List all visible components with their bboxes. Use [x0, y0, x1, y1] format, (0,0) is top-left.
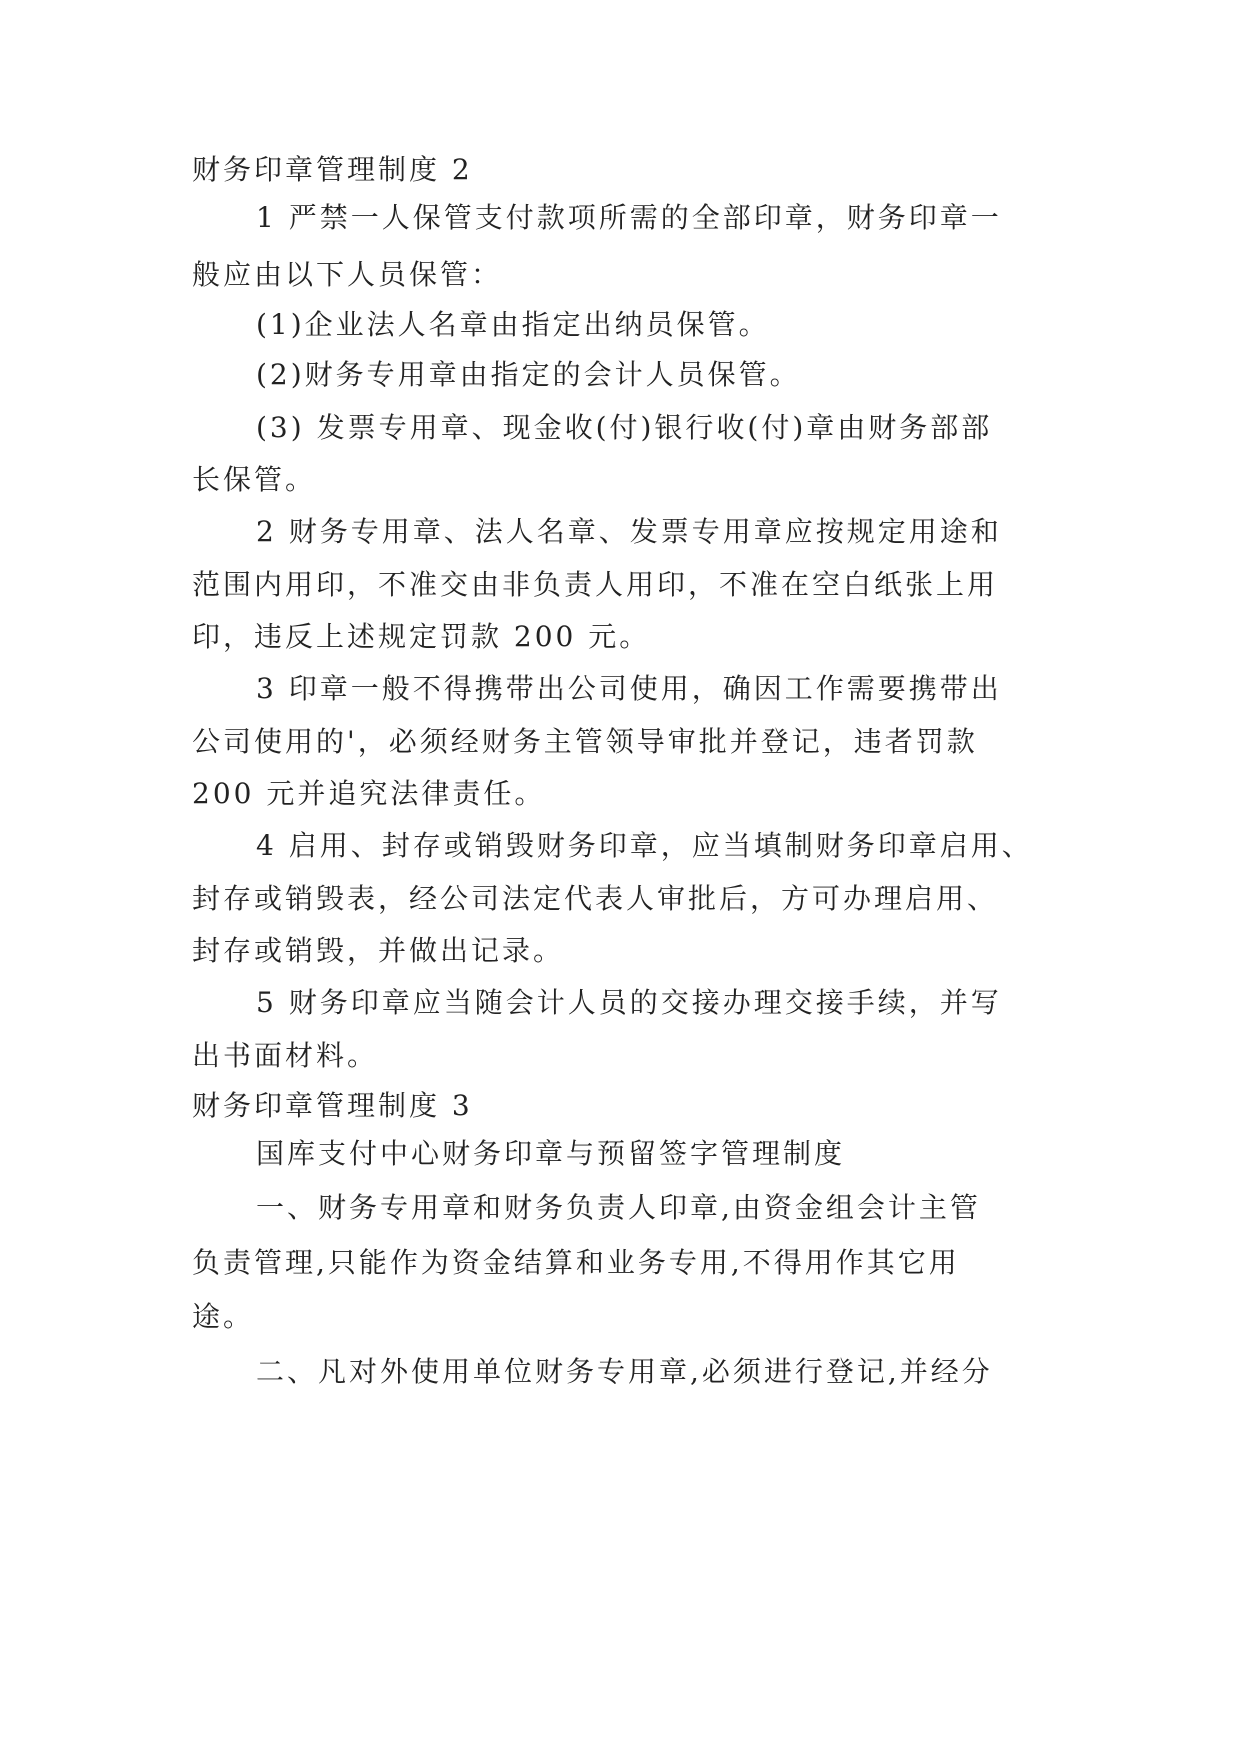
document-subtitle: 国库支付中心财务印章与预留签字管理制度 [256, 1137, 846, 1170]
paragraph-line: 二、凡对外使用单位财务专用章,必须进行登记,并经分 [256, 1355, 993, 1388]
paragraph-line: 印，违反上述规定罚款 200 元。 [192, 620, 651, 653]
list-item-1: (1)企业法人名章由指定出纳员保管。 [256, 308, 770, 341]
list-item-3: (3) 发票专用章、现金收(付)银行收(付)章由财务部部 [256, 411, 993, 444]
paragraph-line: 负责管理,只能作为资金结算和业务专用,不得用作其它用 [192, 1246, 960, 1279]
paragraph-line: 封存或销毁表，经公司法定代表人审批后，方可办理启用、 [192, 882, 999, 915]
list-item-2: (2)财务专用章由指定的会计人员保管。 [256, 358, 801, 391]
paragraph-line: 封存或销毁，并做出记录。 [192, 934, 565, 967]
paragraph-line: 出书面材料。 [192, 1039, 379, 1072]
paragraph-line: 长保管。 [192, 463, 317, 496]
paragraph-line: 4 启用、封存或销毁财务印章，应当填制财务印章启用、 [256, 829, 1033, 862]
paragraph-line: 1 严禁一人保管支付款项所需的全部印章，财务印章一 [256, 201, 1002, 234]
paragraph-line: 200 元并追究法律责任。 [192, 777, 546, 810]
paragraph-line: 般应由以下人员保管： [192, 258, 503, 291]
paragraph-line: 范围内用印，不准交由非负责人用印，不准在空白纸张上用 [192, 568, 999, 601]
paragraph-line: 2 财务专用章、法人名章、发票专用章应按规定用途和 [256, 515, 1002, 548]
paragraph-line: 5 财务印章应当随会计人员的交接办理交接手续，并写 [256, 986, 1002, 1019]
paragraph-line: 3 印章一般不得携带出公司使用，确因工作需要携带出 [256, 672, 1002, 705]
paragraph-line: 途。 [192, 1300, 255, 1333]
paragraph-line: 一、财务专用章和财务负责人印章,由资金组会计主管 [256, 1191, 981, 1224]
section-heading-2: 财务印章管理制度 2 [192, 153, 473, 186]
section-heading-3: 财务印章管理制度 3 [192, 1089, 473, 1122]
paragraph-line: 公司使用的'，必须经财务主管领导审批并登记，违者罚款 [192, 725, 978, 758]
